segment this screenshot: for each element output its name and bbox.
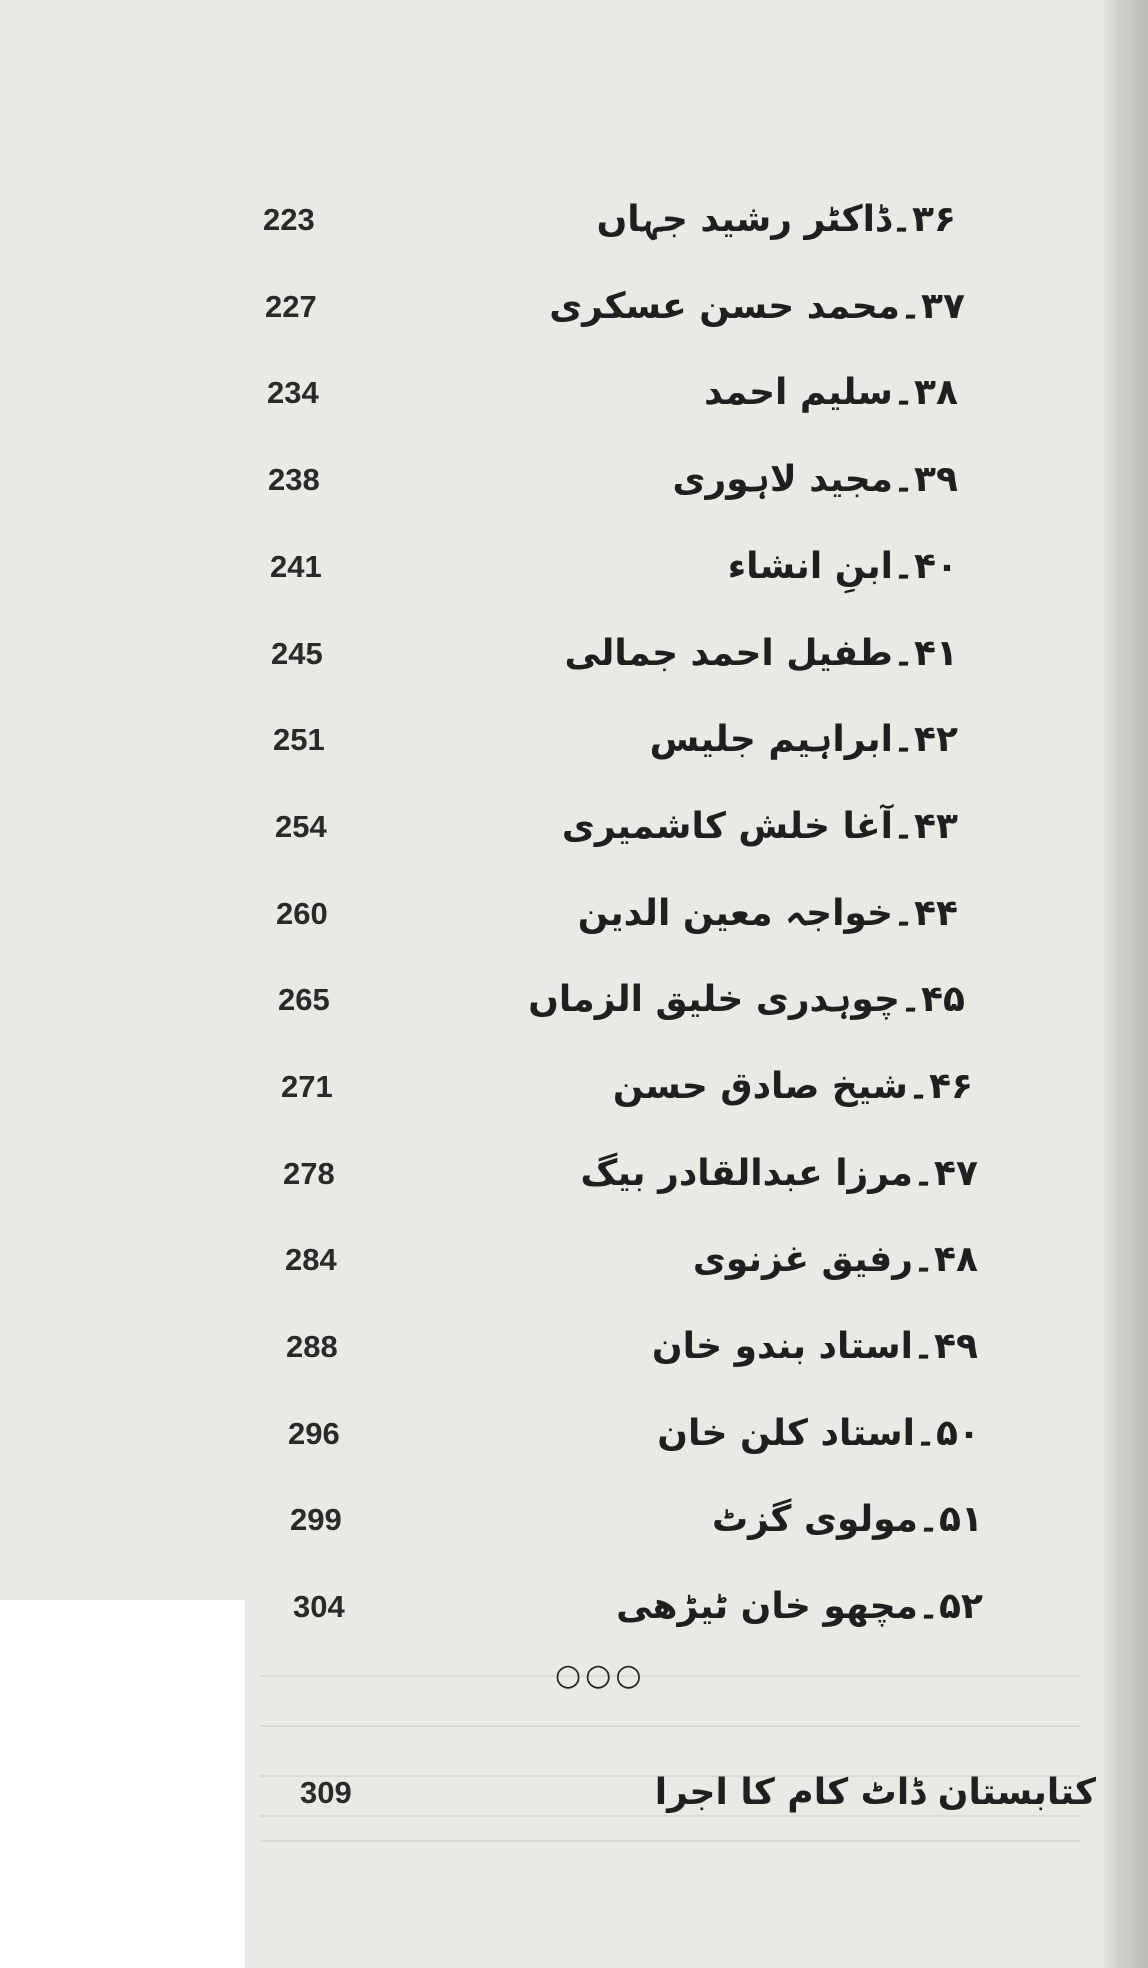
toc-entry-title: ۵۰۔استاد کلن خان [657,1413,980,1454]
toc-entry-title: کتابستان ڈاٹ کام کا اجرا [654,1772,1096,1813]
toc-entry [0,1230,1148,1290]
toc-entry-page: 245 [271,636,323,671]
toc-entry-title: ۴۴۔خواجہ معین الدین [577,893,958,934]
toc-entry-title: ۴۳۔آغا خلش کاشمیری [561,806,958,847]
toc-entry-page: 260 [276,896,328,931]
toc-entry [0,363,1148,423]
toc-entry-title: ۴۶۔شیخ صادق حسن [612,1066,973,1107]
toc-entry-title: ۵۱۔مولوی گزٹ [711,1499,983,1540]
toc-entry-page: 223 [263,202,315,237]
toc-entry-page: 304 [293,1589,345,1624]
toc-entry [0,1144,1148,1204]
toc-entry-title: ۴۸۔رفیق غزنوی [692,1239,978,1280]
toc-entry-title: ۳۹۔مجید لاہوری [672,459,958,500]
toc-entry [0,624,1148,684]
toc-entry [0,1057,1148,1117]
toc-entry-page: 309 [300,1775,352,1810]
toc-entry-title: ۵۲۔مچھو خان ٹیڑھی [616,1586,983,1627]
toc-entry-page: 254 [275,809,327,844]
section-separator: ○○○ [555,1658,646,1693]
toc-entry [0,1490,1148,1550]
toc-entry [0,450,1148,510]
toc-entry [0,190,1148,250]
toc-entry-page: 241 [270,549,322,584]
toc-entry-page: 238 [268,462,320,497]
bleed-through-line [260,1675,1080,1677]
toc-entry-title: ۳۶۔ڈاکٹر رشید جہاں [596,199,956,240]
toc-entry-title: ۴۷۔مرزا عبدالقادر بیگ [580,1153,978,1194]
toc-entry [0,1577,1148,1637]
bleed-through-line [260,1725,1080,1727]
toc-entry-title: ۴۰۔ابنِ انشاء [727,546,958,587]
toc-entry-page: 227 [265,289,317,324]
toc-entry [0,1404,1148,1464]
toc-entry-page: 288 [286,1329,338,1364]
toc-entry-page: 284 [285,1242,337,1277]
toc-entry-title: ۴۲۔ابراہیم جلیس [649,719,958,760]
toc-entry-title: ۳۷۔محمد حسن عسکری [549,286,965,327]
toc-entry-page: 234 [267,375,319,410]
toc-entry [0,884,1148,944]
toc-entry-title: ۴۵۔چوہدری خلیق الزماں [528,979,965,1020]
toc-entry [0,710,1148,770]
toc-entry [0,970,1148,1030]
toc-entry [0,797,1148,857]
toc-footer-entry [0,1763,1148,1823]
toc-entry [0,537,1148,597]
toc-entry-page: 271 [281,1069,333,1104]
toc-entry-title: ۳۸۔سلیم احمد [704,372,958,413]
toc-entry-page: 296 [288,1416,340,1451]
toc-entry [0,277,1148,337]
toc-entry-page: 251 [273,722,325,757]
toc-entry-title: ۴۹۔استاد بندو خان [651,1326,978,1367]
toc-entry-title: ۴۱۔طفیل احمد جمالی [564,633,958,674]
toc-entry-page: 265 [278,982,330,1017]
toc-entry-page: 278 [283,1156,335,1191]
toc-entry [0,1317,1148,1377]
toc-entry-page: 299 [290,1502,342,1537]
bleed-through-line [260,1840,1080,1842]
